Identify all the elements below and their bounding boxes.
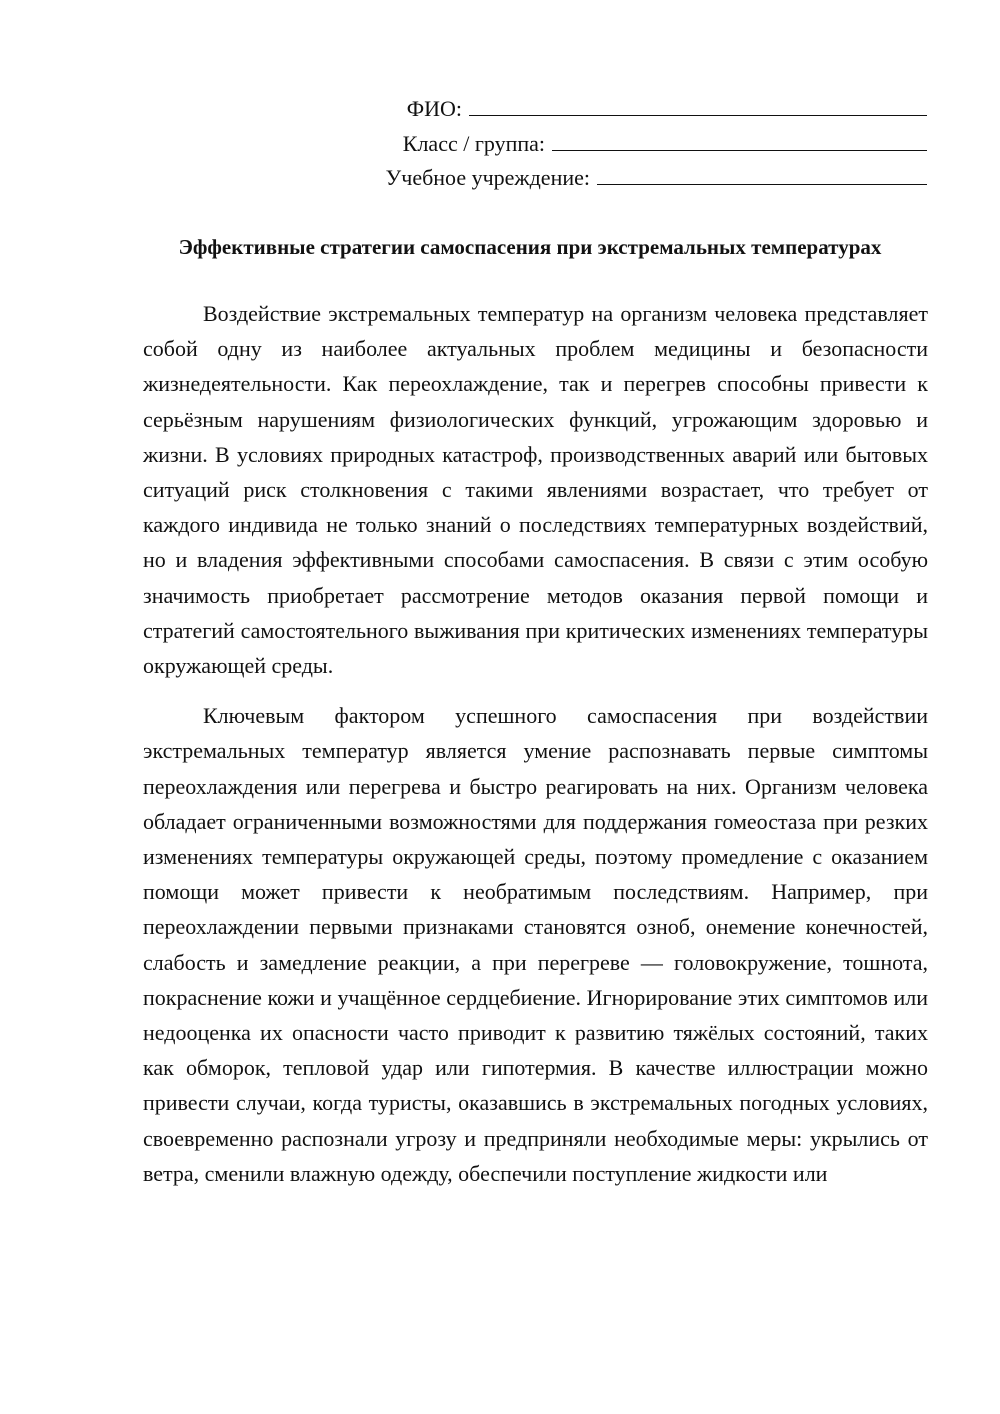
school-blank-line	[597, 161, 927, 185]
school-label: Учебное учреждение:	[385, 165, 590, 190]
paragraph-1: Воздействие экстремальных температур на организм человека представляет собой одну из наиболее актуальных проблем медицины и безопасности жизнедеятельности. Как переохлаждение, так и перегрев способны привести к серьёзным нарушениям физиологических функций, угрожающим здоровью и жизни. В условиях природных катастроф, производственных аварий или бытовых ситуаций риск столкновения с такими явлениями возрастает, что требует от каждого индивида не только знаний о последствиях температурных воздействий, но и владения эффективными способами самоспасения. В связи с этим особую значимость приобретает рассмотрение методов оказания первой помощи и стратегий самостоятельного выживания при критических изменениях температуры окружающей среды.	[143, 301, 928, 679]
document-body	[143, 296, 928, 1191]
school-line	[327, 161, 927, 196]
paragraph-2: Ключевым фактором успешного самоспасения при воздействии экстремальных температур является умение распознавать первые симптомы переохлаждения или перегрева и быстро реагировать на них. Организм человека обладает ограниченными возможностями для поддержания гомеостаза при резких изменениях температуры окружающей среды, поэтому промедление с оказанием помощи может привести к необратимым последствиям. Например, при переохлаждении первыми признаками становятся озноб, онемение конечностей, слабость и замедление реакции, а при перегреве — головокружение, тошнота, покраснение кожи и учащённое сердцебиение. Игнорирование этих симптомов или недооценка их опасности часто приводит к развитию тяжёлых состояний, таких как обморок, тепловой удар или гипотермия. В качестве иллюстрации можно привести случаи, когда туристы, оказавшись в экстремальных погодных условиях, своевременно распознали угрозу и предприняли необходимые меры: укрылись от ветра, сменили влажную одежду, обеспечили поступление жидкости или	[143, 703, 928, 1186]
class-line	[327, 127, 927, 162]
fio-line	[327, 92, 927, 127]
fio-blank-line	[469, 92, 927, 116]
fio-label: ФИО:	[406, 96, 462, 121]
class-label: Класс / группа:	[402, 130, 545, 156]
student-info-block	[327, 92, 927, 196]
document-title: Эффективные стратегии самоспасения при экстремальных температурах	[178, 235, 882, 259]
class-blank-line	[552, 127, 927, 151]
